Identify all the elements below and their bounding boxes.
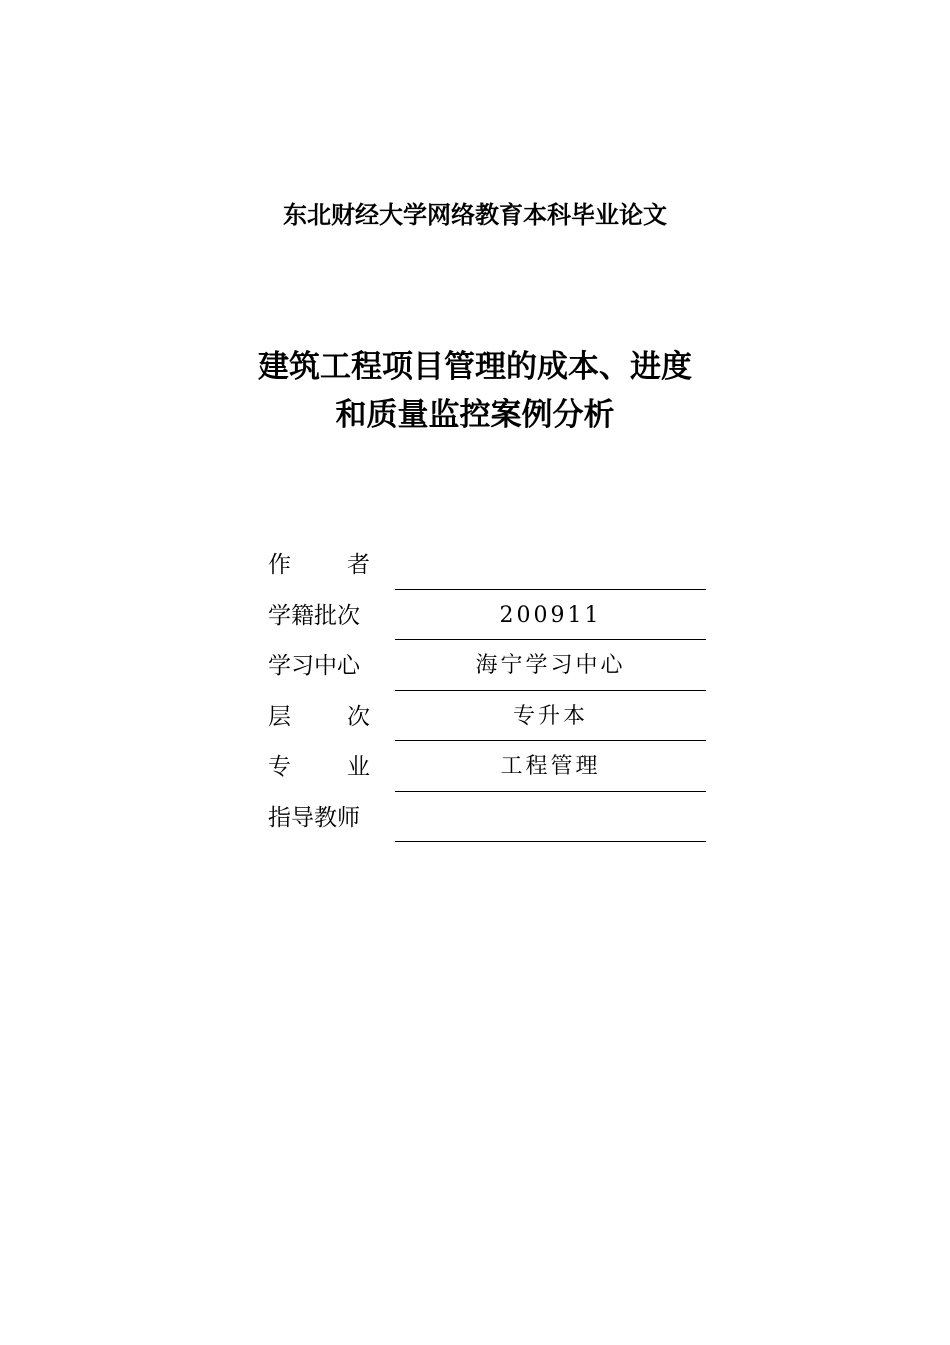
info-row-advisor [268, 793, 708, 844]
info-row-study-center [268, 641, 708, 692]
author-label-char-2: 者 [347, 552, 370, 578]
level-label-char-2: 次 [347, 703, 370, 730]
study-center-label-text: 学习中心 [268, 653, 360, 679]
level-field[interactable]: 专升本 [395, 692, 706, 742]
study-center-label [268, 649, 370, 683]
author-info-table [268, 540, 708, 843]
info-row-batch [268, 591, 708, 642]
advisor-field[interactable] [395, 793, 706, 843]
advisor-label-text: 指导教师 [268, 804, 360, 831]
thesis-title [0, 343, 950, 439]
info-row-level [268, 692, 708, 743]
author-label-char-1: 作 [268, 552, 291, 578]
major-field[interactable]: 工程管理 [395, 742, 706, 792]
major-label [268, 750, 370, 784]
thesis-title-line-2: 和质量监控案例分析 [335, 397, 615, 433]
batch-field[interactable]: 200911 [395, 591, 706, 641]
study-center-field[interactable]: 海宁学习中心 [395, 641, 706, 691]
info-row-major [268, 742, 708, 793]
major-label-char-2: 业 [347, 754, 370, 780]
advisor-label [268, 801, 370, 835]
major-label-char-1: 专 [268, 754, 291, 780]
author-field[interactable] [395, 540, 706, 590]
info-row-author [268, 540, 708, 591]
university-header: 东北财经大学网络教育本科毕业论文 [283, 201, 667, 229]
batch-label-text: 学籍批次 [268, 602, 360, 629]
level-label-char-1: 层 [268, 703, 291, 730]
thesis-title-line-1: 建筑工程项目管理的成本、进度 [258, 349, 692, 385]
level-label [268, 700, 370, 734]
author-label [268, 548, 370, 582]
batch-label [268, 599, 370, 633]
